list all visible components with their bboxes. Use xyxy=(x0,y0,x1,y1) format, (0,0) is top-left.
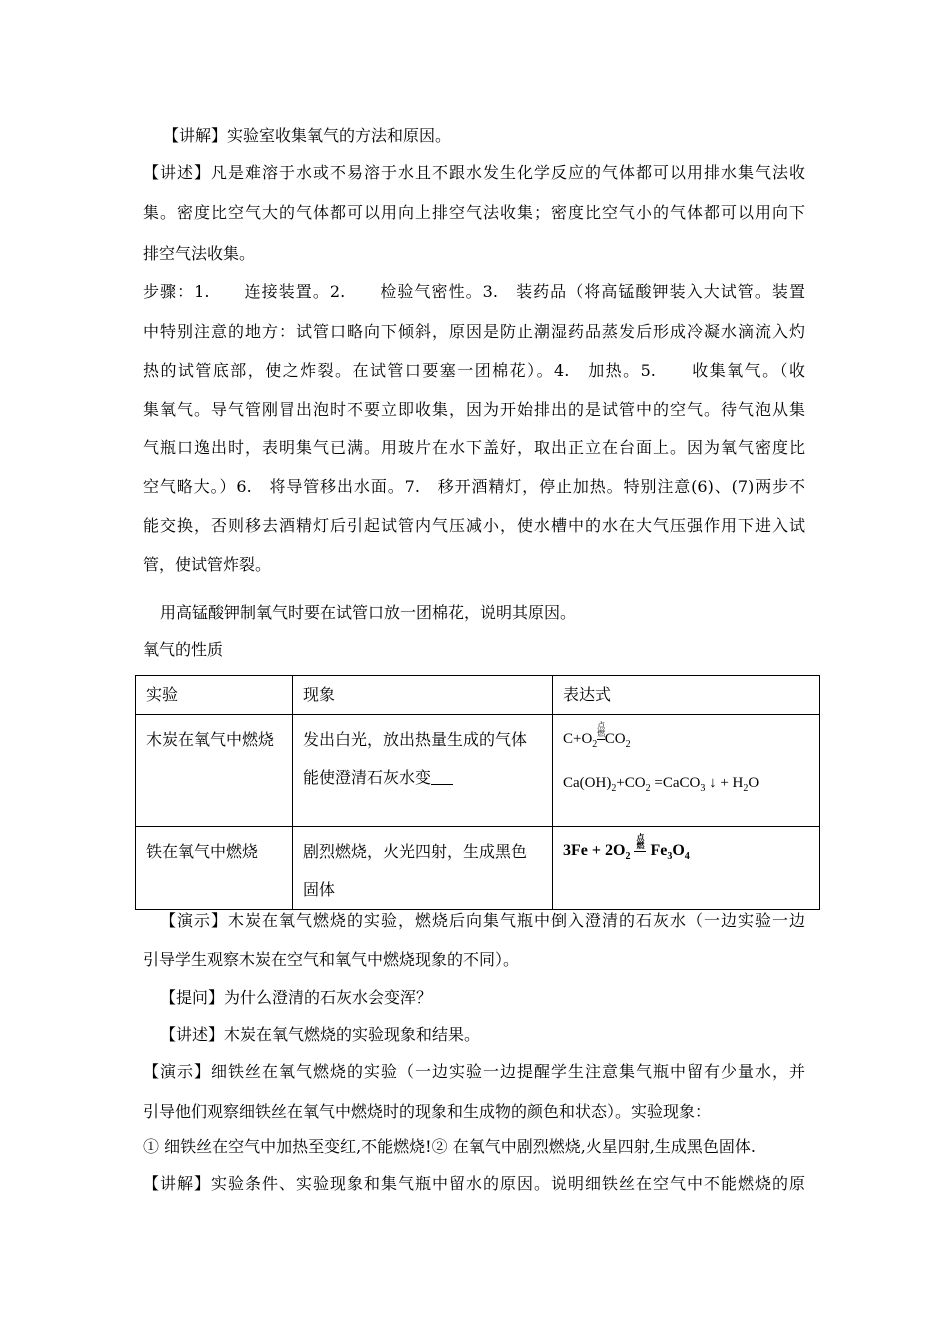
steps-line-3: 热的试管底部，使之炸裂。在试管口要塞一团棉花）。4. 加热。5. 收集氧气。（收 xyxy=(143,361,805,380)
narration-line-1: 【讲述】凡是难溶于水或不易溶于水且不跟水发生化学反应的气体都可以用排水集气法收 xyxy=(143,163,805,182)
demo-iron-line-1: 【演示】细铁丝在氧气燃烧的实验（一边实验一边提醒学生注意集气瓶中留有少量水，并 xyxy=(143,1062,805,1081)
steps-line-4: 集氧气。导气管刚冒出泡时不要立即收集，因为开始排出的是试管中的空气。待气泡从集 xyxy=(143,400,805,419)
phenomenon-text-2-wrap xyxy=(303,759,544,797)
phenomenon-text-1: 剧烈燃烧，火光四射，生成黑色 xyxy=(303,842,528,861)
phenomenon-text-2: 固体 xyxy=(303,880,336,899)
phenomenon-text-2: 能使澄清石灰水变 xyxy=(303,768,432,787)
narration-line-2: 集。密度比空气大的气体都可以用向上排空气法收集；密度比空气小的气体都可以用向下 xyxy=(143,203,805,222)
steps-line-7: 能交换，否则移去酒精灯后引起试管内气压减小，使水槽中的水在大气压强作用下进入试 xyxy=(143,516,805,535)
cell-phenomenon-iron xyxy=(293,827,553,910)
header-expression: 表达式 xyxy=(553,676,820,715)
question-limewater: 【提问】为什么澄清的石灰水会变浑？ xyxy=(160,988,433,1007)
header-experiment: 实验 xyxy=(136,676,293,715)
lecture-iron: 【讲解】实验条件、实验现象和集气瓶中留水的原因。说明细铁丝在空气中不能燃烧的原 xyxy=(143,1174,805,1193)
steps-line-1: 步骤：1. 连接装置。2. 检验气密性。3. 装药品（将高锰酸钾装入大试管。装置 xyxy=(143,282,805,301)
formula-iron-combustion: $3Fe + 2O_2$ 点燃 $Fe_3O_4$ xyxy=(563,833,690,863)
steps-line-8: 管，使试管炸裂。 xyxy=(143,555,272,574)
cell-expression-iron xyxy=(553,827,820,910)
formula-carbon-combustion: $C+O_2$ 点燃 $CO_2$ xyxy=(563,721,631,750)
section-title: 氧气的性质 xyxy=(143,640,224,659)
header-phenomenon: 现象 xyxy=(293,676,553,715)
cell-expression-charcoal xyxy=(553,715,820,827)
observation-line: ① 细铁丝在空气中加热至变红,不能燃烧!② 在氧气中剧烈燃烧,火星四射,生成黑色固体. xyxy=(143,1137,756,1156)
table-header-row xyxy=(136,676,820,715)
formula-limewater: $Ca(OH)_2+CO_2$ =CaCO$_3$ ↓ + $H_2O$ xyxy=(563,775,760,794)
demo-iron-line-2: 引导他们观察细铁丝在氧气中燃烧时的现象和生成物的颜色和状态）。实验现象： xyxy=(143,1102,712,1121)
cell-experiment-iron xyxy=(136,827,293,910)
demo-charcoal-line-1: 【演示】木炭在氧气燃烧的实验，燃烧后向集气瓶中倒入澄清的石灰水（一边实验一边 xyxy=(160,911,805,930)
table-row xyxy=(136,715,820,827)
narration-line-3: 排空气法收集。 xyxy=(143,244,256,263)
demo-charcoal-line-2: 引导学生观察木炭在空气和氧气中燃烧现象的不同）。 xyxy=(143,950,520,969)
question-cotton: 用高锰酸钾制氧气时要在试管口放一团棉花，说明其原因。 xyxy=(160,603,577,622)
experiment-text: 木炭在氧气中燃烧 xyxy=(146,730,275,749)
narration-charcoal: 【讲述】木炭在氧气燃烧的实验现象和结果。 xyxy=(160,1025,481,1044)
fill-blank xyxy=(431,770,453,785)
phenomenon-text-1: 发出白光，放出热量生成的气体 xyxy=(303,730,528,749)
condition-ignite: 点燃 xyxy=(636,833,645,850)
lecture-collect-oxygen: 【讲解】实验室收集氧气的方法和原因。 xyxy=(163,126,452,145)
cell-experiment-charcoal xyxy=(136,715,293,827)
steps-line-2: 中特别注意的地方：试管口略向下倾斜，原因是防止潮湿药品蒸发后形成冷凝水滴流入灼 xyxy=(143,322,805,341)
table-row xyxy=(136,827,820,910)
experiment-text: 铁在氧气中燃烧 xyxy=(146,842,259,861)
oxygen-properties-table xyxy=(135,675,820,910)
condition-ignite: 点燃 xyxy=(597,721,606,738)
steps-line-6: 空气略大。）6. 将导管移出水面。7. 移开酒精灯，停止加热。特别注意(6)、(7)两步不 xyxy=(143,477,805,496)
cell-phenomenon-charcoal xyxy=(293,715,553,827)
steps-line-5: 气瓶口逸出时，表明集气已满。用玻片在水下盖好，取出正立在台面上。因为氧气密度比 xyxy=(143,438,805,457)
